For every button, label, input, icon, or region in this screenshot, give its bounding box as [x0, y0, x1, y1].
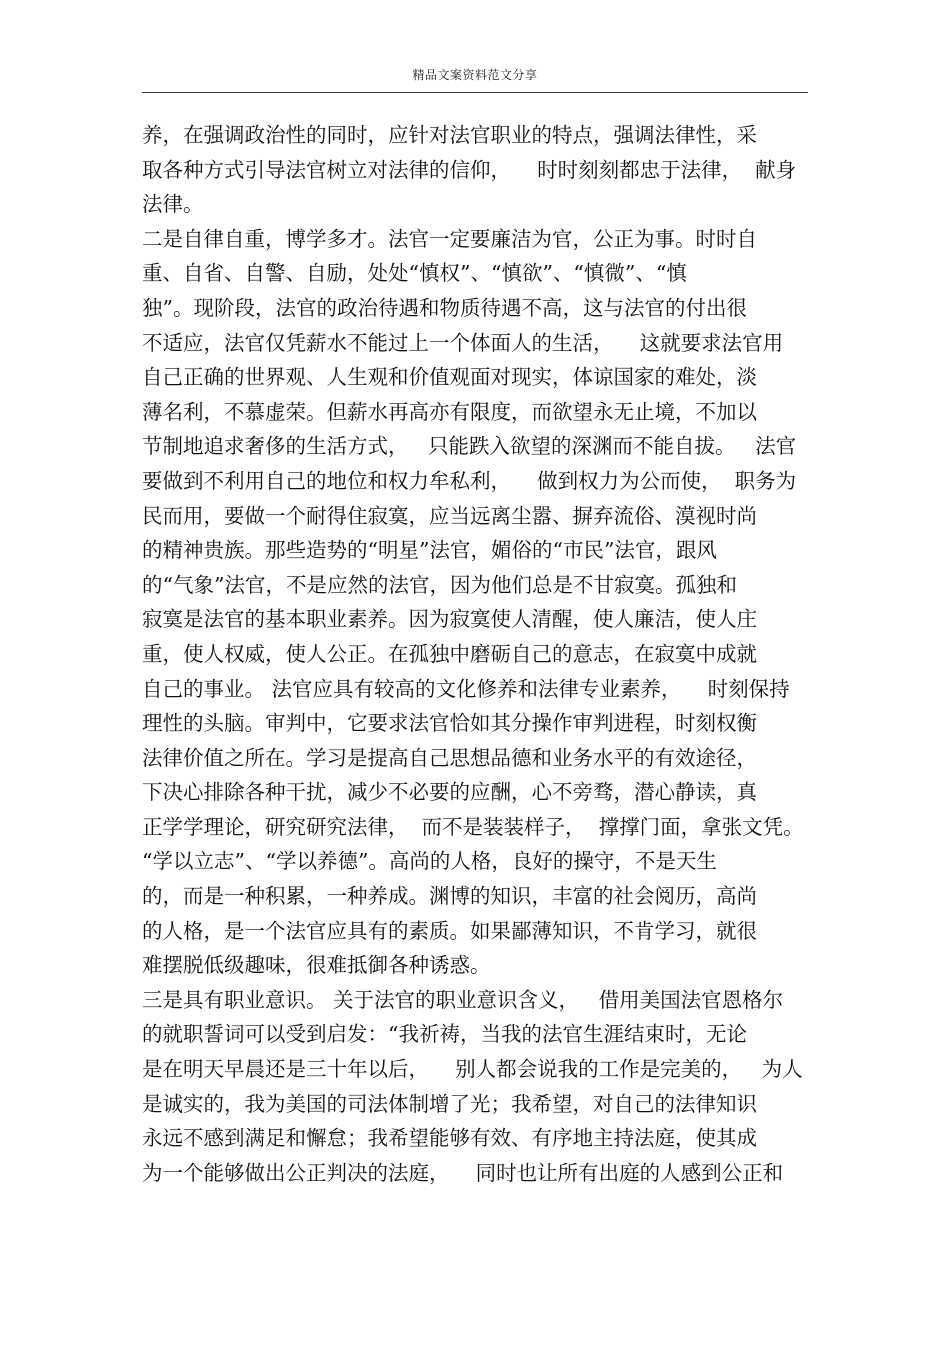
text-line: 的人格，是一个法官应具有的素质。如果鄙薄知识，不肯学习，就很 — [142, 918, 757, 943]
text-line: 薄名利，不慕虚荣。但薪水再高亦有限度，而欲望永无止境，不加以 — [142, 399, 757, 424]
page-header — [142, 64, 808, 93]
text-line: 法律。 — [142, 192, 204, 217]
text-line: 是诚实的，我为美国的司法体制增了光；我希望，对自己的法律知识 — [142, 1091, 757, 1116]
text-line: 的就职誓词可以受到启发：“我祈祷，当我的法官生涯结束时，无论 — [142, 1022, 747, 1047]
text-line: 节制地追求奢侈的生活方式， 只能跌入欲望的深渊而不能自拔。 法官 — [142, 434, 797, 459]
text-line: 养，在强调政治性的同时，应针对法官职业的特点，强调法律性，采 — [142, 123, 757, 147]
text-line: 重，使人权威，使人公正。在孤独中磨砺自己的意志，在寂寞中成就 — [142, 641, 757, 666]
document-body — [142, 118, 822, 1190]
text-line: “学以立志”、“学以养德”。高尚的人格，良好的操守，不是天生 — [142, 849, 717, 874]
text-line: 要做到不利用自己的地位和权力牟私利， 做到权力为公而使， 职务为 — [142, 468, 797, 493]
text-line: 自己正确的世界观、人生观和价值观面对现实，体谅国家的难处，淡 — [142, 365, 757, 390]
text-line: 永远不感到满足和懈怠；我希望能够有效、有序地主持法庭，使其成 — [142, 1126, 757, 1151]
text-line: 重、自省、自警、自励，处处“慎权”、“慎欲”、“慎微”、“慎 — [142, 261, 687, 286]
text-line: 是在明天早晨还是三十年以后， 别人都会说我的工作是完美的， 为人 — [142, 1057, 803, 1082]
text-line: 取各种方式引导法官树立对法律的信仰， 时时刻刻都忠于法律， 献身 — [142, 157, 797, 182]
text-line: 自己的事业。 法官应具有较高的文化修养和法律专业素养， 时刻保持 — [142, 676, 790, 701]
text-line: 正学学理论，研究研究法律， 而不是装装样子， 撑撑门面，拿张文凭。 — [142, 814, 804, 839]
text-line: 法律价值之所在。学习是提高自己思想品德和业务水平的有效途径， — [142, 745, 757, 770]
text-line: 不适应，法官仅凭薪水不能过上一个体面人的生活， 这就要求法官用 — [142, 330, 784, 355]
text-line: 难摆脱低级趣味，很难抵御各种诱惑。 — [142, 953, 491, 978]
text-line: 二是自律自重，博学多才。法官一定要廉洁为官，公正为事。时时自 — [142, 226, 757, 251]
text-line: 独”。现阶段，法官的政治待遇和物质待遇不高，这与法官的付出很 — [142, 295, 747, 320]
text-line: 理性的头脑。审判中，它要求法官恰如其分操作审判进程，时刻权衡 — [142, 711, 757, 736]
text-line: 的，而是一种积累，一种养成。渊博的知识，丰富的社会阅历，高尚 — [142, 884, 757, 909]
text-line: 民而用，要做一个耐得住寂寞，应当远离尘嚣、摒弃流俗、漠视时尚 — [142, 503, 757, 528]
header-title: 精品文案资料范文分享 — [412, 68, 538, 82]
text-line: 的精神贵族。那些造势的“明星”法官，媚俗的“市民”法官，跟风 — [142, 538, 717, 563]
text-line: 为一个能够做出公正判决的法庭， 同时也让所有出庭的人感到公正和 — [142, 1160, 784, 1185]
text-line: 下决心排除各种干扰，减少不必要的应酬，心不旁骛，潜心静读，真 — [142, 780, 757, 805]
text-line: 寂寞是法官的基本职业素养。因为寂寞使人清醒，使人廉洁，使人庄 — [142, 607, 757, 632]
text-line: 三是具有职业意识。 关于法官的职业意识含义， 借用美国法官恩格尔 — [142, 987, 784, 1012]
text-line: 的“气象”法官，不是应然的法官，因为他们总是不甘寂寞。孤独和 — [142, 572, 737, 597]
